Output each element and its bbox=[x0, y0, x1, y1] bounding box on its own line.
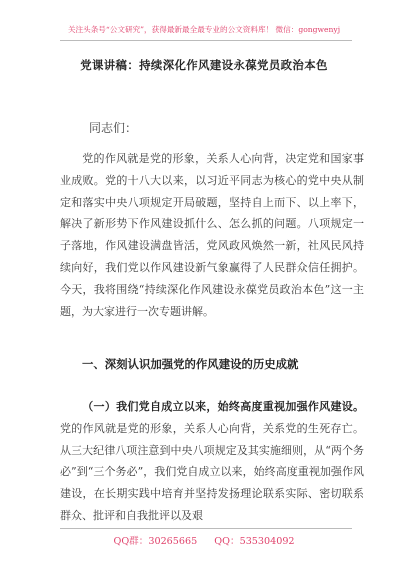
footer bbox=[0, 533, 408, 547]
subsection-heading: （一）我们党自成立以来，始终高度重视加强作风建设。 bbox=[82, 400, 364, 413]
paragraph-history bbox=[60, 396, 364, 527]
header-divider bbox=[60, 40, 352, 41]
footer-qq: QQ：535304092 bbox=[214, 536, 295, 547]
paragraph-intro bbox=[60, 148, 364, 322]
section-heading: 一、深刻认识加强党的作风建设的历史成就 bbox=[82, 357, 299, 371]
footer-divider bbox=[60, 528, 352, 529]
greeting: 同志们： bbox=[89, 121, 138, 135]
paragraph-intro-text: 党的作风就是党的形象，关系人心向背，决定党和国家事业成败。党的十八大以来，以习近平同志为核心的党中央从制定和落实中央八项规定开局破题，坚持自上而下、以上率下，解决了新形势下作风建设抓什么、怎么抓的问题。八项规定一子落地，作风建设满盘皆活，党风政风焕然一新，社风民风持续向好，我们党以作风建设新气象赢得了人民群众信任拥护。今天，我将围绕“持续深化作风建设永葆党员政治本色”这一主题，为大家进行一次专题讲解。 bbox=[60, 152, 364, 318]
document-title: 党课讲稿：持续深化作风建设永葆党员政治本色 bbox=[80, 58, 328, 72]
paragraph-history-text: 党的作风就是党的形象，关系人心向背，关系党的生死存亡。从三大纪律八项注意到中央八项规定及其实施细则，从“两个务必”到“三个务必”，我们党自成立以来，始终高度重视加强作风建设，在长期实践中培育并坚持发扬理论联系实际、密切联系群众、批评和自我批评以及艰 bbox=[60, 421, 364, 522]
header-note: 关注头条号“公文研究”，获得最新最全最专业的公文资料库！ 微信：gongwenyj bbox=[67, 25, 341, 34]
footer-qq-group: QQ群：30265665 bbox=[113, 536, 198, 547]
